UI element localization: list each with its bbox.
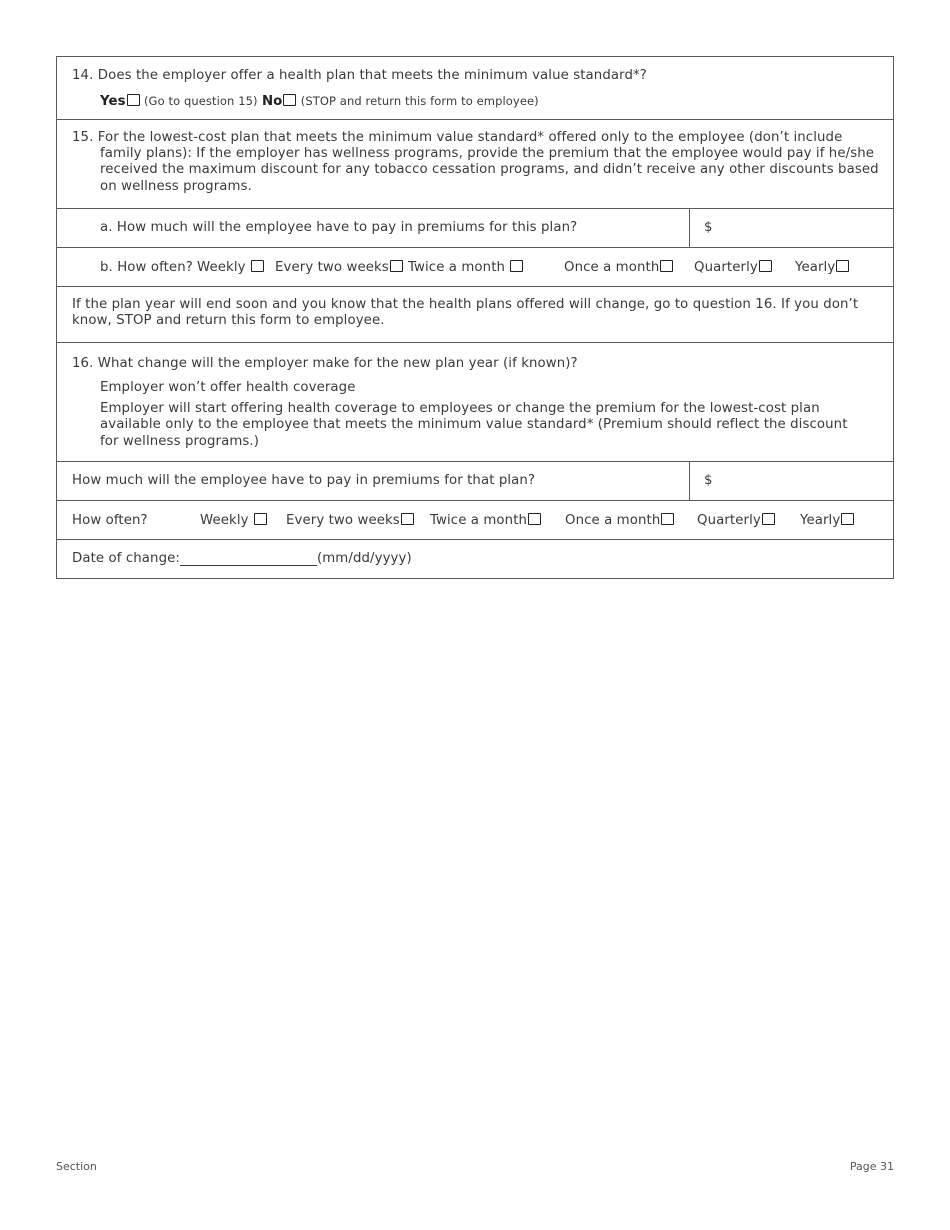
no-checkbox[interactable] xyxy=(283,94,296,106)
frequency-option-weekly: Weekly xyxy=(200,513,267,529)
question-15a-row xyxy=(57,209,893,248)
date-of-change xyxy=(72,551,412,567)
date-format-hint: (mm/dd/yyyy) xyxy=(316,551,412,566)
frequency-prefix: How often? xyxy=(72,513,148,528)
once-a-month-checkbox[interactable] xyxy=(661,513,674,525)
footer-page-number: Page 31 xyxy=(849,1160,894,1173)
question-16-text: 16. What change will the employer make for the new plan year (if known)? xyxy=(72,356,578,371)
question-15a-text: a. How much will the employee have to pay in premiums for this plan? xyxy=(100,220,578,235)
currency-symbol: $ xyxy=(704,473,713,488)
frequency-option-quarterly: Quarterly xyxy=(694,260,772,276)
frequency-option-once-a-month: Once a month xyxy=(564,260,673,276)
question-15-continuation: family plans): If the employer has wellness programs, provide the premium that the employee would pay if he/she received the maximum discount for any tobacco cessation programs, and didn’t receive any other discounts based on wellness programs. xyxy=(100,146,879,194)
date-of-change-input[interactable] xyxy=(180,551,317,566)
weekly-checkbox[interactable] xyxy=(254,513,267,525)
no-label: No xyxy=(261,94,283,109)
question-16-frequency-row xyxy=(57,501,893,540)
footer-section-label: Section xyxy=(56,1160,97,1173)
question-16-premium-row xyxy=(57,462,893,501)
question-16-row xyxy=(57,343,893,462)
frequency-option-once-a-month: Once a month xyxy=(565,513,674,529)
question-15-row xyxy=(57,120,893,209)
date-of-change-label: Date of change: xyxy=(72,551,180,566)
weekly-checkbox[interactable] xyxy=(251,260,264,272)
every-two-weeks-checkbox[interactable] xyxy=(401,513,414,525)
yearly-checkbox[interactable] xyxy=(841,513,854,525)
plan-change-note-row xyxy=(57,287,893,343)
employer-coverage-form xyxy=(56,56,894,579)
twice-a-month-checkbox[interactable] xyxy=(510,260,523,272)
frequency-prefix: b. How often? xyxy=(100,260,193,275)
question-15b-row xyxy=(57,248,893,287)
yes-label: Yes xyxy=(100,94,126,109)
frequency-option-weekly: Weekly xyxy=(197,260,264,276)
question-15-first-line: 15. For the lowest-cost plan that meets the minimum value standard* offered only to the employee (don’t include xyxy=(72,130,843,145)
question-15a-label-cell xyxy=(57,209,690,247)
frequency-option-yearly: Yearly xyxy=(800,513,854,529)
question-16-option-change-premium[interactable]: Employer will start offering health coverage to employees or change the premium for the lowest-cost plan available only to the employee that meets the minimum value standard* (Premium should reflect the discount for wellness programs.) xyxy=(100,401,848,449)
currency-symbol: $ xyxy=(704,220,713,235)
no-note: (STOP and return this form to employee) xyxy=(300,94,539,108)
yes-checkbox[interactable] xyxy=(127,94,140,106)
frequency-option-twice-a-month: Twice a month xyxy=(430,513,541,529)
quarterly-checkbox[interactable] xyxy=(762,513,775,525)
question-16-premium-label-cell xyxy=(57,462,690,500)
once-a-month-checkbox[interactable] xyxy=(660,260,673,272)
question-14-options xyxy=(100,93,539,110)
question-16-option-no-coverage[interactable]: Employer won’t offer health coverage xyxy=(100,380,356,395)
date-of-change-row xyxy=(57,540,893,578)
frequency-option-yearly: Yearly xyxy=(795,260,849,276)
frequency-option-every-two-weeks: Every two weeks xyxy=(275,260,403,276)
yes-note: (Go to question 15) xyxy=(143,94,258,108)
premium-amount-field[interactable] xyxy=(690,209,893,247)
question-14-row xyxy=(57,57,893,120)
quarterly-checkbox[interactable] xyxy=(759,260,772,272)
question-16-premium-text: How much will the employee have to pay in premiums for that plan? xyxy=(72,473,536,488)
every-two-weeks-checkbox[interactable] xyxy=(390,260,403,272)
new-premium-amount-field[interactable] xyxy=(690,462,893,500)
frequency-option-quarterly: Quarterly xyxy=(697,513,775,529)
plan-change-note: If the plan year will end soon and you know that the health plans offered will change, go to question 16. If you don’t know, STOP and return this form to employee. xyxy=(72,297,859,329)
question-14-text: 14. Does the employer offer a health plan that meets the minimum value standard*? xyxy=(72,68,647,83)
frequency-option-twice-a-month: Twice a month xyxy=(408,260,523,276)
yearly-checkbox[interactable] xyxy=(836,260,849,272)
frequency-option-every-two-weeks: Every two weeks xyxy=(286,513,414,529)
twice-a-month-checkbox[interactable] xyxy=(528,513,541,525)
